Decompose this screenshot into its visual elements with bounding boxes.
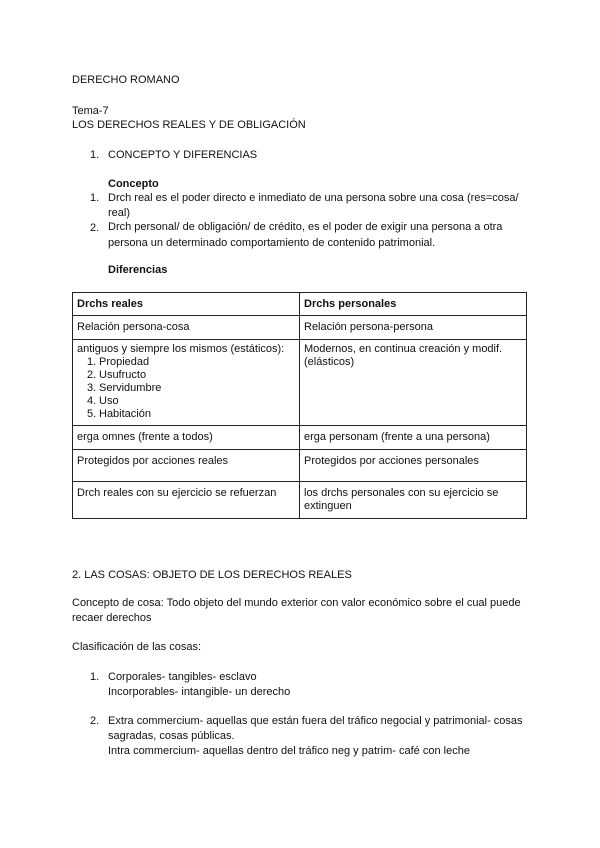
table-header-personales: Drchs personales xyxy=(300,293,527,316)
doc-title: DERECHO ROMANO xyxy=(72,74,180,86)
list-item xyxy=(77,395,295,408)
section2-heading: 2. LAS COSAS: OBJETO DE LOS DERECHOS REALES xyxy=(72,569,352,581)
list-item-text: Servidumbre xyxy=(99,382,162,394)
table-cell-text: antiguos y siempre los mismos (estáticos): xyxy=(77,343,285,355)
list-item-text: Uso xyxy=(99,395,119,407)
list-item-text: Propiedad xyxy=(99,356,150,368)
derechos-reales-list xyxy=(77,356,295,421)
table-row xyxy=(73,316,527,340)
clasificacion-item-1-line2: Incorporables- intangible- un derecho xyxy=(108,686,291,698)
list-item xyxy=(77,369,295,382)
concepto-item-1-number: 1. xyxy=(90,192,100,204)
concepto-label: Concepto xyxy=(108,178,159,190)
clasificacion-item-2-line1: Extra commercium- aquellas que están fuera del tráfico negocial y patrimonial- cosas sagradas, cosas públicas. xyxy=(108,715,523,742)
concepto-item-2-text: Drch personal/ de obligación/ de crédito, es el poder de exigir una persona a otra persona un determinado comportamiento de contenido patrimonial. xyxy=(108,221,503,249)
list-item-number: 4. xyxy=(87,395,97,407)
clasificacion-item-2-number: 2. xyxy=(90,715,100,727)
concepto-item-2-number: 2. xyxy=(90,222,100,234)
table-header-reales: Drchs reales xyxy=(73,293,300,316)
table-cell: Relación persona-cosa xyxy=(73,316,300,340)
list-item-number: 1. xyxy=(87,356,97,368)
table-cell: Protegidos por acciones reales xyxy=(73,450,300,482)
list-item xyxy=(77,382,295,395)
table-cell: erga omnes (frente a todos) xyxy=(73,426,300,450)
list-item-number: 5. xyxy=(87,408,97,420)
concepto-cosa-paragraph: Concepto de cosa: Todo objeto del mundo exterior con valor económico sobre el cual puede recaer derechos xyxy=(72,597,521,624)
table-header-row xyxy=(73,293,527,316)
list-item xyxy=(77,408,295,421)
clasificacion-item-1-number: 1. xyxy=(90,671,100,683)
table-row xyxy=(73,340,527,426)
clasificacion-item-2-line2: Intra commercium- aquellas dentro del tráfico neg y patrim- café con leche xyxy=(108,745,470,757)
section1-heading: CONCEPTO Y DIFERENCIAS xyxy=(108,149,258,161)
list-item-text: Habitación xyxy=(99,408,151,420)
table-cell: Drch reales con su ejercicio se refuerzan xyxy=(73,482,300,519)
section1-number: 1. xyxy=(90,149,100,161)
table-row xyxy=(73,482,527,519)
table-cell: Modernos, en continua creación y modif. (elásticos) xyxy=(300,340,527,426)
diferencias-label: Diferencias xyxy=(108,264,168,276)
clasificacion-item-1-line1: Corporales- tangibles- esclavo xyxy=(108,671,257,683)
clasificacion-label: Clasificación de las cosas: xyxy=(72,641,202,653)
tema-label: Tema-7 xyxy=(72,105,109,117)
concepto-item-1-text: Drch real es el poder directo e inmediato de una persona sobre una cosa (res=cosa/ real) xyxy=(108,192,519,219)
table-row xyxy=(73,426,527,450)
list-item-number: 2. xyxy=(87,369,97,381)
table-cell-with-list xyxy=(73,340,300,426)
table-cell: Protegidos por acciones personales xyxy=(300,450,527,482)
differences-table xyxy=(72,292,527,519)
table-cell: erga personam (frente a una persona) xyxy=(300,426,527,450)
list-item xyxy=(77,356,295,369)
doc-subtitle: LOS DERECHOS REALES Y DE OBLIGACIÓN xyxy=(72,119,306,131)
list-item-number: 3. xyxy=(87,382,97,394)
list-item-text: Usufructo xyxy=(99,369,147,381)
table-row xyxy=(73,450,527,482)
table-cell: los drchs personales con su ejercicio se extinguen xyxy=(300,482,527,519)
table-cell: Relación persona-persona xyxy=(300,316,527,340)
